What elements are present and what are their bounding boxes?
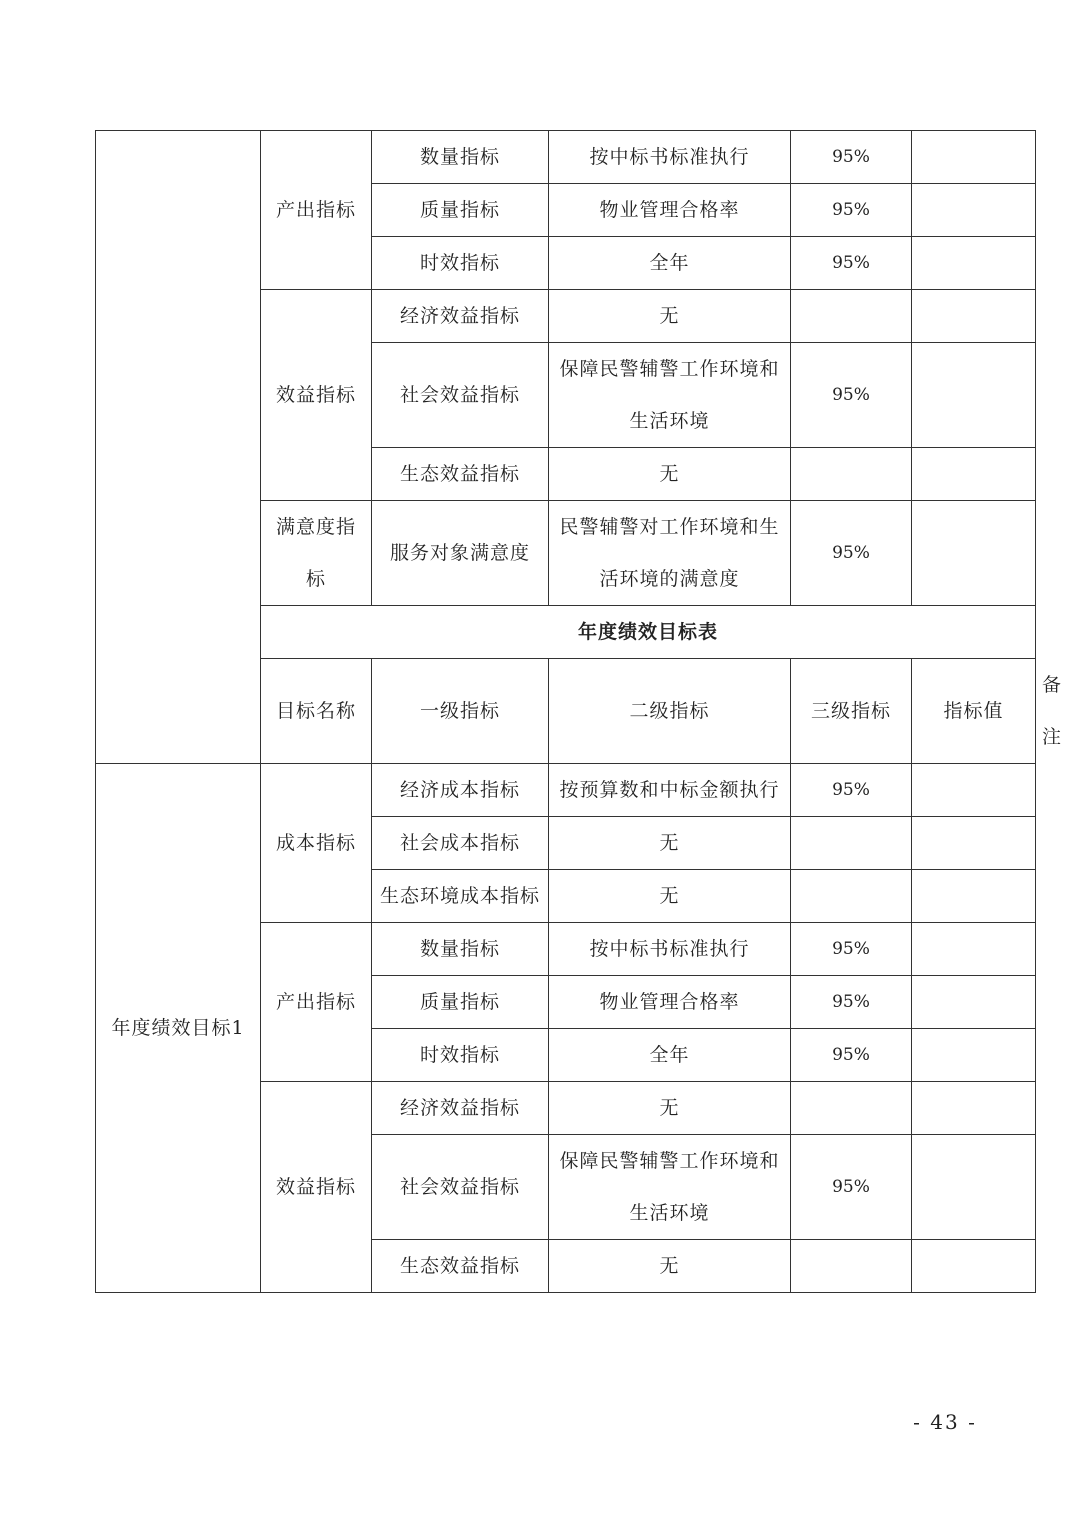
value-cell: 95% [791, 1135, 912, 1240]
performance-table [95, 130, 1063, 1293]
level3-cell: 保障民警辅警工作环境和生活环境 [549, 1135, 791, 1240]
value-cell [791, 448, 912, 501]
remark-cell [912, 1240, 1036, 1293]
remark-cell [912, 184, 1036, 237]
level2-cell: 数量指标 [372, 923, 549, 976]
remark-cell [912, 237, 1036, 290]
level3-cell: 物业管理合格率 [549, 184, 791, 237]
level3-cell: 保障民警辅警工作环境和生活环境 [549, 343, 791, 448]
value-cell [791, 870, 912, 923]
value-cell: 95% [791, 923, 912, 976]
remark-cell [912, 1082, 1036, 1135]
level1-cell: 满意度指标 [261, 501, 372, 606]
value-cell [791, 290, 912, 343]
value-cell: 95% [791, 1029, 912, 1082]
remark-cell [912, 1029, 1036, 1082]
level3-cell: 民警辅警对工作环境和生活环境的满意度 [549, 501, 791, 606]
goal-name-cell-empty [96, 131, 261, 764]
remark-cell [912, 343, 1036, 448]
value-cell: 95% [791, 131, 912, 184]
level2-cell: 服务对象满意度 [372, 501, 549, 606]
value-cell: 95% [791, 764, 912, 817]
value-cell: 95% [791, 976, 912, 1029]
level3-cell: 物业管理合格率 [549, 976, 791, 1029]
level2-cell: 生态效益指标 [372, 1240, 549, 1293]
header-value: 指标值 [912, 659, 1036, 764]
header-level2: 二级指标 [549, 659, 791, 764]
page-number: - 43 - [913, 1410, 977, 1434]
value-cell: 95% [791, 184, 912, 237]
level2-cell: 数量指标 [372, 131, 549, 184]
level3-cell: 无 [549, 870, 791, 923]
level2-cell: 时效指标 [372, 1029, 549, 1082]
remark-cell [912, 817, 1036, 870]
table-title: 年度绩效目标表 [261, 606, 1036, 659]
value-cell: 95% [791, 501, 912, 606]
level1-cell: 效益指标 [261, 290, 372, 501]
level2-cell: 生态环境成本指标 [372, 870, 549, 923]
level1-cell: 效益指标 [261, 1082, 372, 1293]
header-goal-name: 目标名称 [261, 659, 372, 764]
level1-cell: 产出指标 [261, 923, 372, 1082]
value-cell [791, 1082, 912, 1135]
level3-cell: 无 [549, 817, 791, 870]
remark-cell [912, 923, 1036, 976]
level3-cell: 无 [549, 448, 791, 501]
table-header-row: 目标名称 一级指标 二级指标 三级指标 指标值 备注 [96, 659, 1036, 764]
level3-cell: 按中标书标准执行 [549, 131, 791, 184]
level3-cell: 无 [549, 1240, 791, 1293]
level3-cell: 按中标书标准执行 [549, 923, 791, 976]
level2-cell: 经济效益指标 [372, 1082, 549, 1135]
level3-cell: 全年 [549, 237, 791, 290]
remark-cell [912, 1135, 1036, 1240]
remark-cell [912, 131, 1036, 184]
goal-name-cell: 年度绩效目标1 [96, 764, 261, 1293]
remark-cell [912, 448, 1036, 501]
level1-cell: 成本指标 [261, 764, 372, 923]
header-level1: 一级指标 [372, 659, 549, 764]
level2-cell: 社会成本指标 [372, 817, 549, 870]
remark-cell [912, 870, 1036, 923]
remark-cell [912, 501, 1036, 606]
level3-cell: 按预算数和中标金额执行 [549, 764, 791, 817]
level2-cell: 经济成本指标 [372, 764, 549, 817]
value-cell [791, 1240, 912, 1293]
level2-cell: 经济效益指标 [372, 290, 549, 343]
value-cell: 95% [791, 237, 912, 290]
table-row [96, 131, 1036, 184]
level3-cell: 无 [549, 290, 791, 343]
level2-cell: 时效指标 [372, 237, 549, 290]
header-level3: 三级指标 [791, 659, 912, 764]
level2-cell: 质量指标 [372, 976, 549, 1029]
level2-cell: 社会效益指标 [372, 343, 549, 448]
level2-cell: 质量指标 [372, 184, 549, 237]
level2-cell: 生态效益指标 [372, 448, 549, 501]
value-cell: 95% [791, 343, 912, 448]
level3-cell: 无 [549, 1082, 791, 1135]
remark-cell [912, 290, 1036, 343]
remark-cell [912, 764, 1036, 817]
table-row [96, 764, 1036, 817]
value-cell [791, 817, 912, 870]
level3-cell: 全年 [549, 1029, 791, 1082]
level2-cell: 社会效益指标 [372, 1135, 549, 1240]
level1-cell: 产出指标 [261, 131, 372, 290]
remark-cell [912, 976, 1036, 1029]
